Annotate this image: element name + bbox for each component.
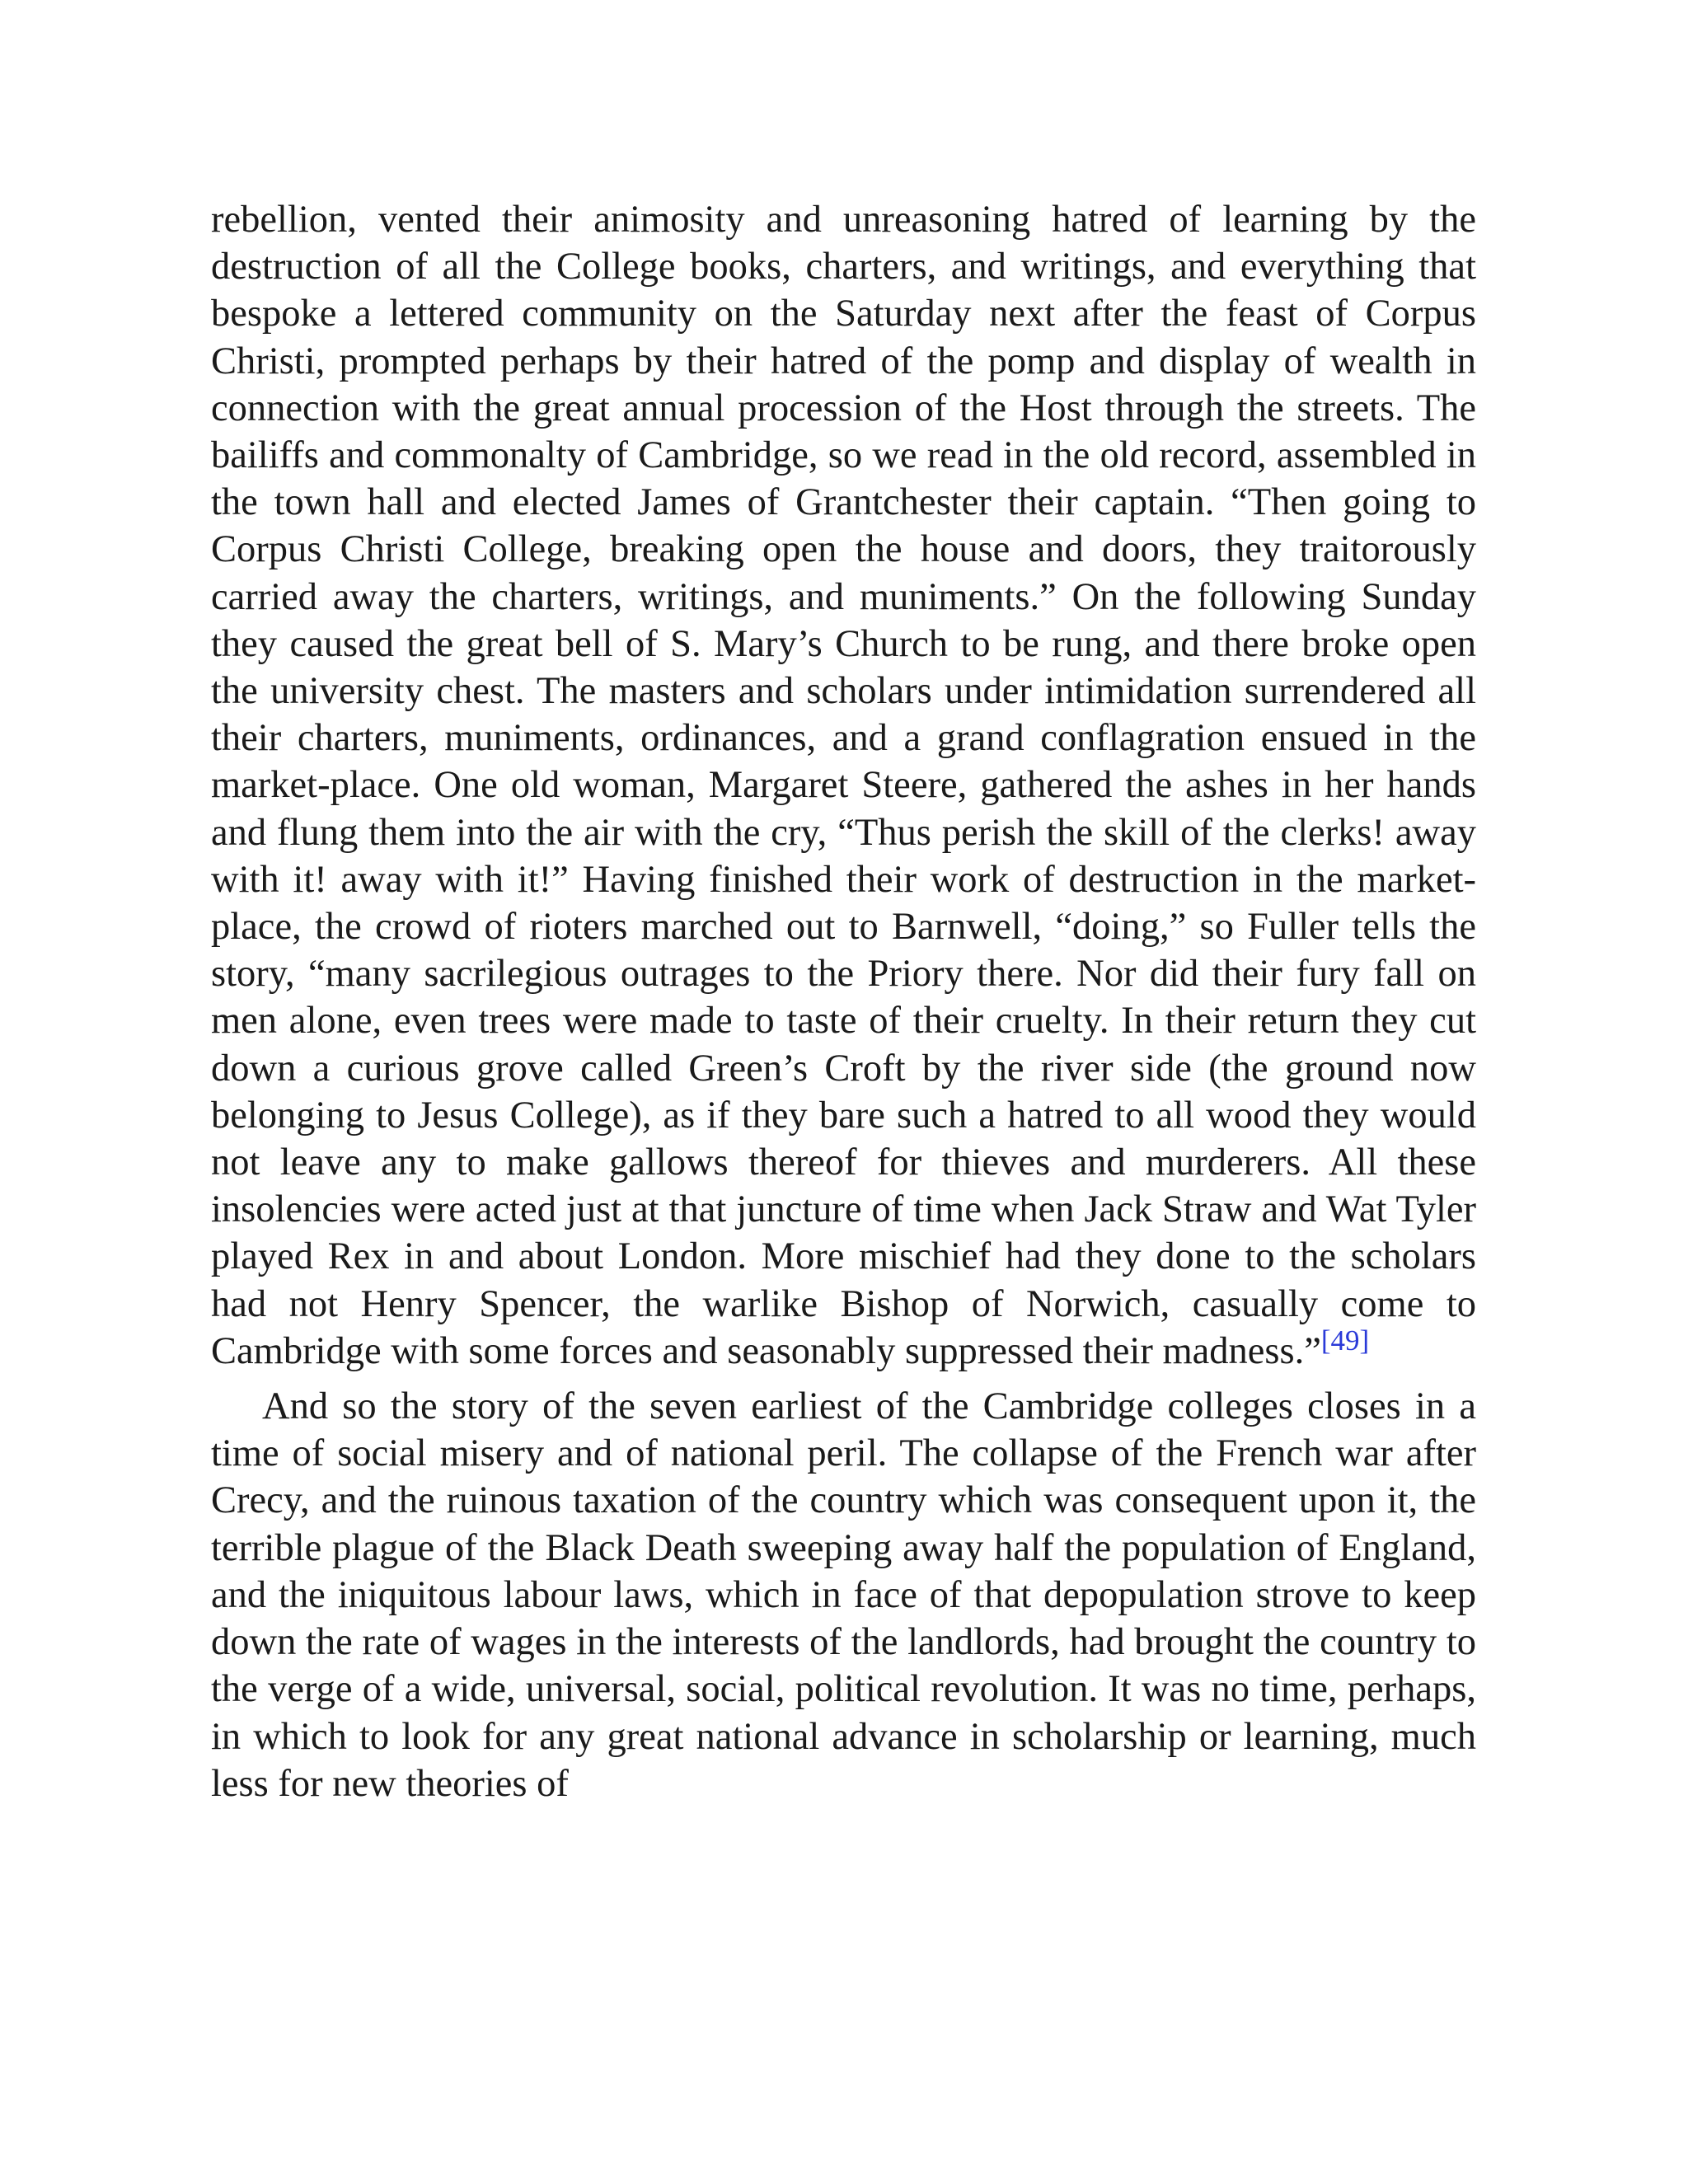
footnote-link-49[interactable]: [49]	[1320, 1324, 1370, 1357]
paragraph-1-text: rebellion, vented their animosity and unreasoning hatred of learning by the destruction of all the College books, charters, and writings, and everything that bespoke a lettered community on the Saturday next after the feast of Corpus Christi, prompted perhaps by their hatred of the pomp and display of wealth in connection with the great annual procession of the Host through the streets. The bailiffs and commonalty of Cambridge, so we read in the old record, assembled in the town hall and elected James of Grantchester their captain. “Then going to Corpus Christi College, breaking open the house and doors, they traitorously carried away the charters, writings, and muniments.” On the following Sunday they caused the great bell of S. Mary’s Church to be rung, and there broke open the university chest. The masters and scholars under intimidation surrendered all their charters, muniments, ordinances, and a grand conflagration ensued in the market-place. One old woman, Margaret Steere, gathered the ashes in her hands and flung them into the air with the cry, “Thus perish the skill of the clerks! away with it! away with it!” Having finished their work of destruction in the market-place, the crowd of rioters marched out to Barnwell, “doing,” so Fuller tells the story, “many sacrilegious outrages to the Priory there. Nor did their fury fall on men alone, even trees were made to taste of their cruelty. In their return they cut down a curious grove called Green’s Croft by the river side (the ground now belonging to Jesus College), as if they bare such a hatred to all wood they would not leave any to make gallows thereof for thieves and murderers. All these insolencies were acted just at that juncture of time when Jack Straw and Wat Tyler played Rex in and about London. More mischief had they done to the scholars had not Henry Spencer, the warlike Bishop of Norwich, casually come to Cambridge with some forces and seasonably suppressed their madness.”	[211, 199, 1476, 1372]
paragraph-1	[211, 196, 1476, 1375]
page-body	[211, 196, 1476, 1807]
paragraph-2	[211, 1383, 1476, 1807]
paragraph-2-text: And so the story of the seven earliest of the Cambridge colleges closes in a time of social misery and of national peril. The collapse of the French war after Crecy, and the ruinous taxation of the country which was consequent upon it, the terrible plague of the Black Death sweeping away half the population of England, and the iniquitous labour laws, which in face of that depopulation strove to keep down the rate of wages in the interests of the landlords, had brought the country to the verge of a wide, universal, social, political revolution. It was no time, perhaps, in which to look for any great national advance in scholarship or learning, much less for new theories of	[211, 1385, 1476, 1805]
